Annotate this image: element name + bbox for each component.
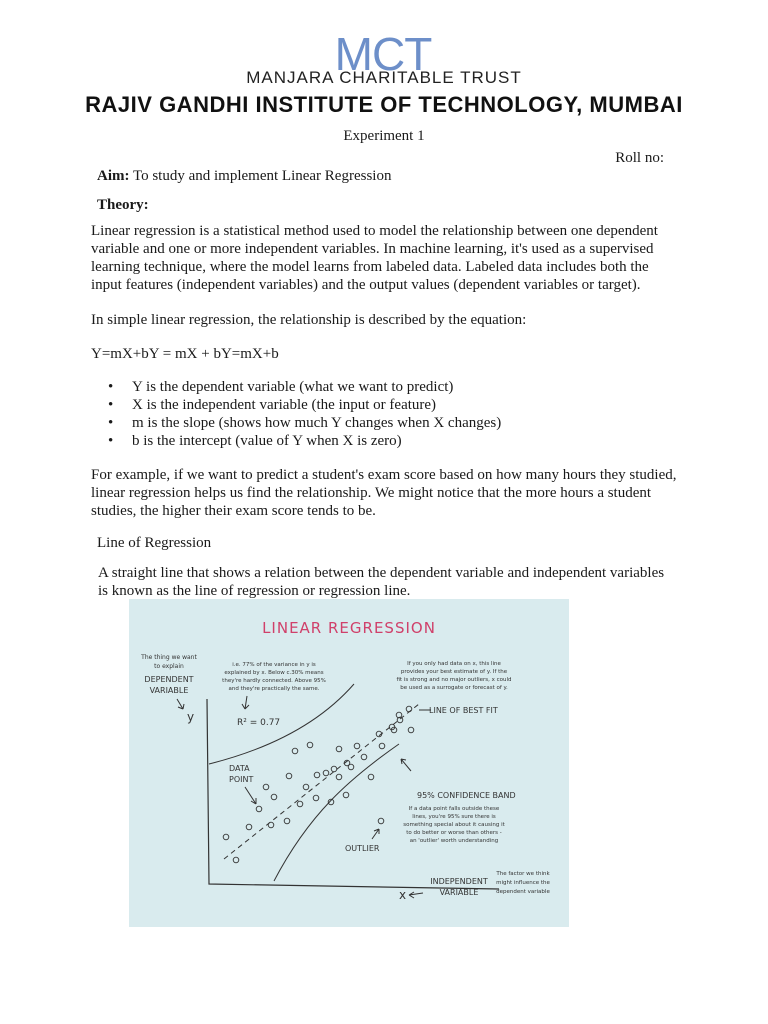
figure-title: LINEAR REGRESSION	[262, 619, 436, 637]
example-paragraph: For example, if we want to predict a student's exam score based on how many hours they studied, linear regression helps us find the relationship. We might notice that the more hours a student studies, the higher their exam score tends to be.	[91, 467, 677, 519]
independent-label: VARIABLE	[439, 888, 479, 897]
data-point	[354, 743, 360, 749]
data-point	[323, 770, 329, 776]
aim	[97, 168, 391, 185]
equation-intro: In simple linear regression, the relationship is described by the equation:	[91, 312, 527, 328]
data-point	[361, 754, 367, 760]
fit-note: provides your best estimate of y. If the	[400, 669, 508, 675]
data-point	[379, 743, 385, 749]
fit-note: If you only had data on x, this line	[407, 661, 501, 667]
data-point	[233, 857, 239, 863]
x-axis-label: x	[399, 888, 407, 902]
confidence-note: lines, you're 95% sure there is	[412, 814, 496, 820]
data-point-label: POINT	[229, 775, 254, 784]
data-point	[271, 794, 277, 800]
r2-note: i.e. 77% of the variance in y is	[232, 662, 316, 668]
arrow-icon	[245, 787, 256, 804]
independent-note: The factor we think	[496, 871, 550, 877]
data-point	[406, 706, 412, 712]
fit-note: fit is strong and no major outliers, x could	[396, 677, 512, 683]
dependent-label: VARIABLE	[149, 686, 189, 695]
data-point	[297, 801, 303, 807]
arrow-icon	[177, 699, 184, 709]
r2-note: and they're practically the same.	[228, 686, 320, 692]
data-point	[256, 806, 262, 812]
best-fit-label: LINE OF BEST FIT	[429, 706, 498, 715]
data-point	[286, 773, 292, 779]
list-item: • Y is the dependent variable (what we want to predict)	[106, 378, 666, 396]
data-point	[368, 774, 374, 780]
aim-text: To study and implement Linear Regression	[129, 168, 392, 184]
data-point-label: DATA	[229, 764, 250, 773]
institute-name: RAJIV GANDHI INSTITUTE OF TECHNOLOGY, MUMBAI	[85, 92, 683, 117]
list-item: • b is the intercept (value of Y when X is zero)	[106, 432, 666, 450]
data-point	[268, 822, 274, 828]
regression-line-definition: A straight line that shows a relation between the dependent variable and independent variables is known as the line of regression or regression line.	[98, 565, 665, 599]
data-point	[223, 834, 229, 840]
mct-logo: MCT	[334, 28, 432, 80]
outlier-label: OUTLIER	[345, 844, 380, 853]
arrow-icon	[242, 696, 249, 709]
dependent-label: DEPENDENT	[144, 675, 194, 684]
data-point	[348, 764, 354, 770]
data-point	[303, 784, 309, 790]
data-point	[331, 766, 337, 772]
r2-note: explained by x. Below c.30% means	[224, 670, 324, 676]
fit-note: be used as a surrogate or forecast of y.	[400, 685, 508, 691]
data-point	[336, 774, 342, 780]
confidence-note: an 'outlier' worth understanding	[409, 838, 499, 844]
equation: Y=mX+bY = mX + bY=mX+b	[91, 346, 279, 362]
data-point	[246, 824, 252, 830]
independent-label: INDEPENDENT	[430, 877, 488, 886]
confidence-note: to do better or worse than others -	[406, 830, 502, 836]
independent-note: might influence the	[496, 880, 550, 886]
arrow-icon	[409, 892, 423, 898]
confidence-note: something special about it causing it	[403, 822, 505, 828]
r2-note: they're hardly connected. Above 95%	[222, 678, 326, 684]
figure-canvas	[129, 599, 569, 927]
data-point	[336, 746, 342, 752]
arrow-icon	[401, 759, 411, 771]
y-axis-label: y	[187, 710, 195, 724]
dependent-note: The thing we want	[141, 654, 197, 661]
arrow-icon	[372, 829, 379, 839]
roll-number: Roll no:	[615, 150, 664, 166]
trust-name: MANJARA CHARITABLE TRUST	[246, 68, 522, 87]
data-point	[313, 795, 319, 801]
dependent-note: to explain	[154, 663, 184, 670]
theory-label: Theory:	[97, 197, 149, 213]
line-of-regression-heading: Line of Regression	[97, 535, 212, 551]
aim-label: Aim:	[97, 168, 130, 184]
data-point	[408, 727, 414, 733]
lower-confidence-line	[274, 744, 399, 881]
confidence-band-label: 95% CONFIDENCE BAND	[417, 791, 516, 800]
data-point	[343, 792, 349, 798]
data-point	[314, 772, 320, 778]
theory-paragraph: Linear regression is a statistical method used to model the relationship between one dependent variable and one or more independent variables. In machine learning, it's used as a supervised learning technique, where the model learns from labeled data. Labeled data includes both the input features (independent variables) and the output values (dependent variables or target).	[91, 223, 658, 293]
outlier-point	[378, 818, 384, 824]
upper-confidence-line	[209, 684, 354, 764]
confidence-note: If a data point falls outside these	[408, 806, 500, 812]
variable-list	[106, 378, 666, 450]
experiment-title: Experiment 1	[343, 128, 425, 144]
data-point	[307, 742, 313, 748]
linear-regression-figure	[129, 599, 569, 927]
r-squared: R² = 0.77	[237, 718, 281, 728]
list-item: • m is the slope (shows how much Y changes when X changes)	[106, 414, 666, 432]
data-point	[292, 748, 298, 754]
independent-note: dependent variable	[496, 889, 550, 895]
data-point	[263, 784, 269, 790]
list-item: • X is the independent variable (the input or feature)	[106, 396, 666, 414]
data-point	[284, 818, 290, 824]
